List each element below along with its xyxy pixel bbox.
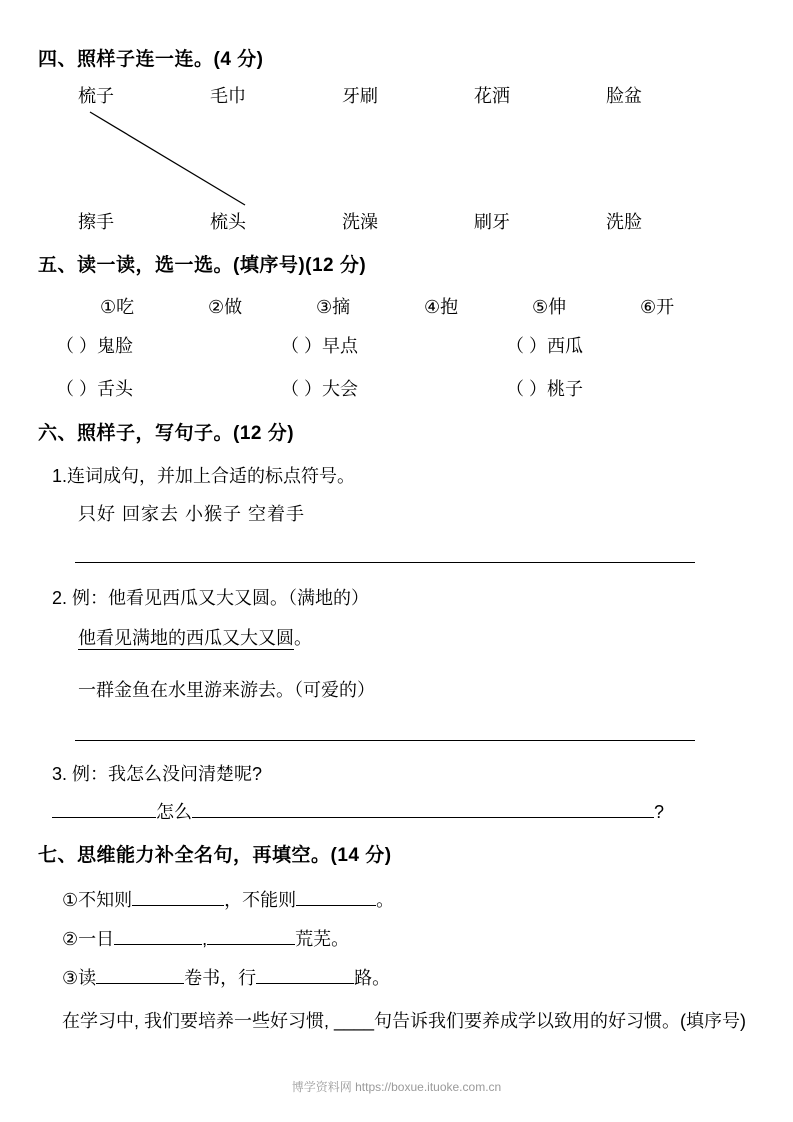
word-item[interactable]: 刷牙 [474,212,510,232]
answer-cell[interactable] [56,332,281,358]
line-3-text-b: 卷书，行 [184,968,257,988]
section-6-question-2-example [78,624,312,650]
answer-parenthesis[interactable]: （ ） [56,336,98,356]
option-item: ②做 [208,297,243,317]
section-5-answer-row-1 [56,332,756,358]
fill-blank[interactable] [192,800,654,818]
fill-blank[interactable] [296,888,376,906]
word-item[interactable]: 洗脸 [606,212,642,232]
section-4-heading: 四、照样子连一连。(4 分) [38,49,264,70]
answer-word: 舌头 [97,379,134,399]
answer-line[interactable] [75,562,695,563]
section-6-question-3-prompt: 3. 例：我怎么没问清楚呢? [52,764,263,784]
word-item[interactable]: 梳头 [210,212,246,232]
section-5-heading: 五、读一读，选一选。(填序号)(12 分) [38,255,367,276]
word-item[interactable]: 擦手 [78,212,114,232]
fill-blank[interactable] [52,800,156,818]
answer-parenthesis[interactable]: （ ） [506,336,548,356]
word-item[interactable]: 花洒 [474,86,510,106]
answer-parenthesis[interactable]: （ ） [56,379,98,399]
word-item[interactable]: 洗澡 [342,212,378,232]
line-2-text-a: ②一日 [62,929,115,949]
option-item: ⑤伸 [532,297,567,317]
line-3-text-c: 路。 [354,968,391,988]
section-6-question-1-words: 只好 回家去 小猴子 空着手 [78,504,306,524]
section-7-line-2 [62,925,349,951]
section-4-bottom-word-row [78,208,738,234]
answer-parenthesis[interactable]: （ ） [506,379,548,399]
question-3-end-mark: ? [654,802,665,822]
answer-word: 鬼脸 [97,336,134,356]
answer-word: 大会 [322,379,359,399]
section-7-line-1 [62,886,394,912]
answer-cell[interactable] [506,375,731,401]
word-item[interactable]: 毛巾 [210,86,246,106]
section-7-line-4: 在学习中, 我们要培养一些好习惯, ____句告诉我们要养成学以致用的好习惯。(填序号) [62,1011,747,1031]
answer-cell[interactable] [281,375,506,401]
answer-cell[interactable] [506,332,731,358]
answer-cell[interactable] [281,332,506,358]
option-item: ①吃 [100,297,135,317]
answer-word: 西瓜 [547,336,584,356]
section-6-heading: 六、照样子，写句子。(12 分) [38,423,295,444]
example-period: 。 [294,628,312,648]
answer-parenthesis[interactable]: （ ） [281,379,323,399]
line-1-text-c: 。 [376,890,395,910]
fill-blank[interactable] [207,927,295,945]
answer-line[interactable] [75,740,695,741]
section-6-question-2-prompt: 2. 例：他看见西瓜又大又圆。（满地的） [52,588,370,608]
section-6-question-2-task: 一群金鱼在水里游来游去。（可爱的） [78,680,375,700]
answer-word: 桃子 [547,379,584,399]
option-item: ⑥开 [640,297,675,317]
section-6-question-3-answer-line[interactable] [52,798,664,824]
line-2-text-b: , [202,929,208,949]
answer-word: 早点 [322,336,359,356]
answer-cell[interactable] [56,375,281,401]
section-5-options-row [100,293,760,319]
section-7-heading: 七、思维能力补全名句，再填空。(14 分) [38,845,392,866]
line-3-text-a: ③读 [62,968,97,988]
word-item[interactable]: 梳子 [78,86,114,106]
section-6-question-1-prompt: 1.连词成句，并加上合适的标点符号。 [52,466,356,486]
matching-line [60,100,320,220]
line-2-text-c: 荒芜。 [295,929,350,949]
fill-blank[interactable] [132,888,224,906]
word-item[interactable]: 牙刷 [342,86,378,106]
section-5-answer-row-2 [56,375,756,401]
example-underlined-text: 他看见满地的西瓜又大又圆 [78,628,294,648]
footer-watermark: 博学资料网 https://boxue.ituoke.com.cn [291,1080,502,1094]
line-1-text-a: ①不知则 [62,890,133,910]
question-3-mid-text: 怎么 [156,802,192,822]
option-item: ③摘 [316,297,351,317]
fill-blank[interactable] [256,966,354,984]
section-7-line-3 [62,964,390,990]
fill-blank[interactable] [114,927,202,945]
answer-parenthesis[interactable]: （ ） [281,336,323,356]
line-1-text-b: ，不能则 [224,890,297,910]
word-item[interactable]: 脸盆 [606,86,642,106]
fill-blank[interactable] [96,966,184,984]
option-item: ④抱 [424,297,459,317]
